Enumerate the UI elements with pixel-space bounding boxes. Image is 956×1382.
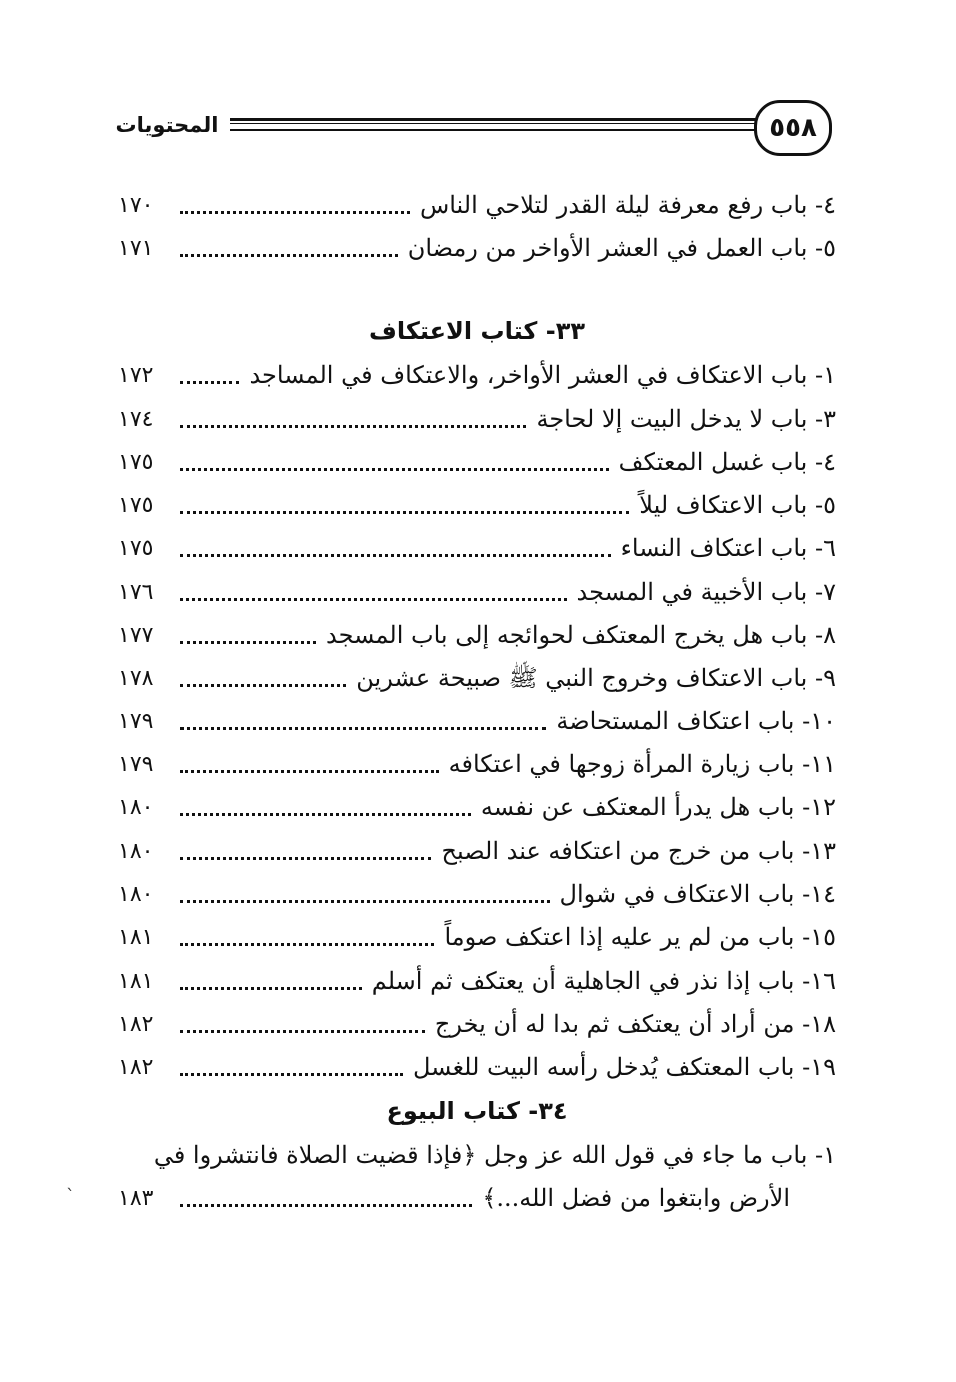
section-heading-34: ٣٤- كتاب البيوع	[386, 1097, 568, 1125]
dot-leader	[180, 641, 316, 644]
toc-entry[interactable]	[118, 354, 836, 397]
header-rule	[230, 118, 756, 131]
page-number-badge: ٥٥٨	[754, 100, 832, 156]
toc-entry-page: ١٨٢	[118, 1012, 154, 1037]
toc-entry-title: ٥- باب الاعتكاف ليلاً	[639, 491, 836, 519]
toc-entry-page: ١٨١	[118, 969, 154, 994]
toc-entry-page: ١٧٩	[118, 709, 154, 734]
running-title: المحتويات	[115, 113, 219, 137]
toc-entry[interactable]	[118, 743, 836, 786]
toc-entry-title: ٣- باب لا يدخل البيت إلا لحاجة	[536, 405, 836, 433]
toc-entry-title: ٤- باب غسل المعتكف	[618, 448, 836, 476]
toc-entry-title-line1[interactable]: ١- باب ما جاء في قول الله عز وجل ﴿فإذا قضيت الصلاة فانتشروا في	[153, 1141, 836, 1169]
toc-entry-title: ١٨- من أراد أن يعتكف ثم بدا له أن يخرج	[434, 1010, 836, 1038]
toc-entry-title: ٦- باب اعتكاف النساء	[620, 534, 836, 562]
toc-entry[interactable]	[118, 916, 836, 959]
dot-leader	[180, 1030, 425, 1033]
dot-leader	[180, 684, 346, 687]
toc-entry-page: ١٨٣	[118, 1186, 154, 1211]
toc-entry-page: ١٧٥	[118, 450, 154, 475]
toc-entry-title: ٤- باب رفع معرفة ليلة القدر لتلاحي الناس	[419, 191, 836, 219]
toc-entry-title: ١- باب الاعتكاف في العشر الأواخر، والاعتكاف في المساجد	[249, 361, 836, 389]
dot-leader	[180, 425, 526, 428]
toc-entry[interactable]	[118, 1003, 836, 1046]
dot-leader	[180, 727, 546, 730]
dot-leader	[180, 813, 471, 816]
toc-entry-page: ١٨١	[118, 925, 154, 950]
toc-entry[interactable]	[118, 1046, 836, 1089]
toc-entry-title: ١١- باب زيارة المرأة زوجها في اعتكافه	[448, 750, 836, 778]
toc-entry-page: ١٨٢	[118, 1055, 154, 1080]
toc-entry[interactable]	[118, 184, 836, 227]
dot-leader	[180, 511, 629, 514]
dot-leader	[180, 211, 410, 214]
toc-entry-page: ١٧١	[118, 236, 154, 261]
dot-leader	[180, 254, 398, 257]
dot-leader	[180, 554, 611, 557]
toc-entry[interactable]	[118, 484, 836, 527]
toc-entry-page: ١٨٠	[118, 839, 154, 864]
toc-entry[interactable]	[118, 614, 836, 657]
toc-entry-page: ١٨٠	[118, 882, 154, 907]
toc-entry[interactable]	[118, 398, 836, 441]
toc-entry-title: ١٠- باب اعتكاف المستحاضة	[556, 707, 836, 735]
toc-entry-page: ١٧٦	[118, 580, 154, 605]
dot-leader	[180, 1204, 472, 1207]
toc-entry-title: ١٦- باب إذا نذر في الجاهلية أن يعتكف ثم أسلم	[371, 967, 836, 995]
toc-entry-title: ١٥- باب من لم ير عليه إذا اعتكف صوماً	[444, 923, 836, 951]
dot-leader	[180, 770, 439, 773]
toc-entry-title: ٩- باب الاعتكاف وخروج النبي ﷺ صبيحة عشرين	[356, 664, 836, 692]
section-heading-33: ٣٣- كتاب الاعتكاف	[369, 317, 585, 345]
dot-leader	[180, 900, 550, 903]
dot-leader	[180, 381, 239, 384]
dot-leader	[180, 468, 609, 471]
toc-entry[interactable]	[118, 830, 836, 873]
toc-entry-title-line2: الأرض وابتغوا من فضل الله...﴾	[482, 1184, 790, 1212]
toc-entry-page: ١٧٥	[118, 493, 154, 518]
toc-entry-title: ١٤- باب الاعتكاف في شوال	[559, 880, 836, 908]
toc-entry[interactable]	[118, 700, 836, 743]
toc-entry-page: ١٧٢	[118, 363, 154, 388]
toc-entry-title: ١٩- باب المعتكف يُدخل رأسه البيت للغسل	[413, 1053, 836, 1081]
toc-entry-title: ٥- باب العمل في العشر الأواخر من رمضان	[407, 234, 836, 262]
toc-entry-title: ١٣- باب من خرج من اعتكافه عند الصبح	[441, 837, 836, 865]
toc-entry-page: ١٧٨	[118, 666, 154, 691]
toc-entry-page: ١٧٩	[118, 752, 154, 777]
toc-entry-title: ١٢- باب هل يدرأ المعتكف عن نفسه	[480, 793, 836, 821]
dot-leader	[180, 943, 434, 946]
stray-mark: `	[66, 1186, 75, 1207]
toc-entry[interactable]	[118, 873, 836, 916]
toc-entry-page: ١٧٥	[118, 536, 154, 561]
toc-entry-title: ٧- باب الأخبية في المسجد	[576, 578, 836, 606]
toc-entry[interactable]	[118, 657, 836, 700]
toc-entry[interactable]	[118, 786, 836, 829]
toc-entry[interactable]	[118, 960, 836, 1003]
running-header	[108, 100, 832, 156]
dot-leader	[180, 1073, 403, 1076]
dot-leader	[180, 987, 362, 990]
toc-entry[interactable]	[118, 227, 836, 270]
toc-entry[interactable]	[118, 441, 836, 484]
toc-entry[interactable]	[118, 1177, 836, 1220]
dot-leader	[180, 857, 431, 860]
toc-entry[interactable]	[118, 527, 836, 570]
toc-entry[interactable]	[118, 571, 836, 614]
toc-entry-page: ١٨٠	[118, 795, 154, 820]
dot-leader	[180, 598, 567, 601]
toc-entry-page: ١٧٧	[118, 623, 154, 648]
toc-entry-title: ٨- باب هل يخرج المعتكف لحوائجه إلى باب المسجد	[326, 621, 836, 649]
toc-entry-page: ١٧٠	[118, 193, 154, 218]
toc-entry-page: ١٧٤	[118, 407, 154, 432]
